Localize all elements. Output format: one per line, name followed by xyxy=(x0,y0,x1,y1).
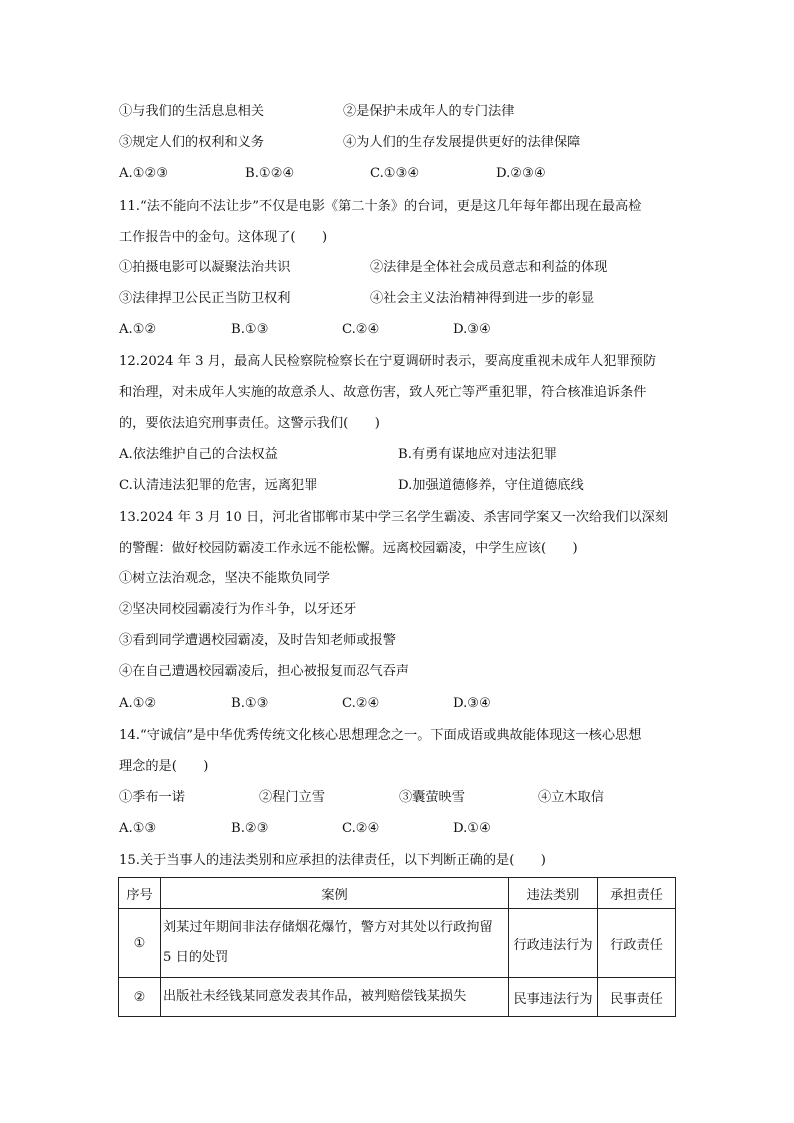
header-category: 违法类别 xyxy=(509,878,598,909)
q10-option-a[interactable]: A.①②③ xyxy=(119,166,169,181)
row-2-case: 出版社未经钱某同意发表其作品，被判赔偿钱某损失 xyxy=(161,978,509,1017)
header-no: 序号 xyxy=(119,878,161,909)
q12-stem-line-1: 12.2024 年 3 月，最高人民检察院检察长在宁夏调研时表示，要高度重视未成年人犯罪预防 xyxy=(119,354,657,369)
q13-item-4: ④在自己遭遇校园霸凌后，担心被报复而忍气吞声 xyxy=(119,664,410,679)
q13-item-3: ③看到同学遭遇校园霸凌，及时告知老师或报警 xyxy=(119,633,396,648)
header-liability: 承担责任 xyxy=(598,878,676,909)
q15-case-table xyxy=(118,877,676,1017)
q10-item-2: ②是保护未成年人的专门法律 xyxy=(343,104,515,119)
row-1-case-line-1: 刘某过年期间非法存储烟花爆竹，警方对其处以行政拘留 xyxy=(163,920,493,935)
q14-stem-line-1: 14.“守诚信”是中华优秀传统文化核心思想理念之一。下面成语或典故能体现这一核心思想 xyxy=(119,728,642,743)
q14-item-1: ①季布一诺 xyxy=(119,790,185,805)
q11-stem-line-1: 11.“法不能向不法让步”不仅是电影《第二十条》的台词，更是这几年每年都出现在最高检 xyxy=(119,199,642,214)
q11-stem-line-2: 工作报告中的金句。这体现了( ) xyxy=(119,230,328,245)
q14-stem-line-2: 理念的是( ) xyxy=(119,759,209,774)
row-2-no: ② xyxy=(119,978,161,1017)
q14-item-3: ③囊萤映雪 xyxy=(399,790,465,805)
q10-item-4: ④为人们的生存发展提供更好的法律保障 xyxy=(343,135,581,150)
q13-option-a[interactable]: A.①② xyxy=(119,696,157,711)
q11-option-c[interactable]: C.②④ xyxy=(342,322,380,337)
q12-stem-line-3: 的，要依法追究刑事责任。这警示我们( ) xyxy=(119,416,380,431)
q10-item-1: ①与我们的生活息息相关 xyxy=(119,104,265,119)
q13-option-c[interactable]: C.②④ xyxy=(342,696,380,711)
q10-option-c[interactable]: C.①③④ xyxy=(370,166,420,181)
table-row xyxy=(119,909,676,978)
q11-option-a[interactable]: A.①② xyxy=(119,322,157,337)
row-2-liability: 民事责任 xyxy=(598,978,676,1017)
q13-option-b[interactable]: B.①③ xyxy=(231,696,269,711)
row-1-no: ① xyxy=(119,909,161,978)
q10-item-3: ③规定人们的权利和义务 xyxy=(119,135,265,150)
q13-item-1: ①树立法治观念，坚决不能欺负同学 xyxy=(119,571,330,586)
table-row xyxy=(119,978,676,1017)
q12-option-d[interactable]: D.加强道德修养，守住道德底线 xyxy=(398,478,584,493)
q11-option-d[interactable]: D.③④ xyxy=(453,322,491,337)
q12-option-a[interactable]: A.依法维护自己的合法权益 xyxy=(119,447,278,462)
q13-stem-line-2: 的警醒：做好校园防霸凌工作永远不能松懈。远离校园霸凌，中学生应该( ) xyxy=(119,541,578,556)
q11-option-b[interactable]: B.①③ xyxy=(231,322,269,337)
row-2-category: 民事违法行为 xyxy=(509,978,598,1017)
table-header-row xyxy=(119,878,676,909)
row-1-liability: 行政责任 xyxy=(598,909,676,978)
q12-option-c[interactable]: C.认清违法犯罪的危害，远离犯罪 xyxy=(119,478,318,493)
q13-item-2: ②坚决同校园霸凌行为作斗争，以牙还牙 xyxy=(119,602,357,617)
q15-stem: 15.关于当事人的违法类别和应承担的法律责任，以下判断正确的是( ) xyxy=(119,853,546,868)
q14-item-4: ④立木取信 xyxy=(538,790,604,805)
row-1-category: 行政违法行为 xyxy=(509,909,598,978)
q14-item-2: ②程门立雪 xyxy=(259,790,325,805)
q14-option-a[interactable]: A.①③ xyxy=(119,821,157,836)
header-case: 案例 xyxy=(161,878,509,909)
q11-item-2: ②法律是全体社会成员意志和利益的体现 xyxy=(370,260,608,275)
row-1-case xyxy=(161,909,509,978)
q13-option-d[interactable]: D.③④ xyxy=(453,696,491,711)
q12-option-b[interactable]: B.有勇有谋地应对违法犯罪 xyxy=(398,447,557,462)
q11-item-4: ④社会主义法治精神得到进一步的彰显 xyxy=(370,291,595,306)
q12-stem-line-2: 和治理，对未成年人实施的故意杀人、故意伤害，致人死亡等严重犯罪，符合核准追诉条件 xyxy=(119,385,647,400)
q14-option-b[interactable]: B.②③ xyxy=(231,821,269,836)
q13-stem-line-1: 13.2024 年 3 月 10 日，河北省邯郸市某中学三名学生霸凌、杀害同学案又一次给我们以深刻 xyxy=(119,510,669,525)
q10-option-d[interactable]: D.②③④ xyxy=(496,166,546,181)
row-1-case-line-2: 5 日的处罚 xyxy=(163,950,229,965)
q11-item-1: ①拍摄电影可以凝聚法治共识 xyxy=(119,260,291,275)
q10-option-b[interactable]: B.①②④ xyxy=(245,166,295,181)
q14-option-c[interactable]: C.②④ xyxy=(342,821,380,836)
q11-item-3: ③法律捍卫公民正当防卫权利 xyxy=(119,291,291,306)
q14-option-d[interactable]: D.①④ xyxy=(453,821,491,836)
